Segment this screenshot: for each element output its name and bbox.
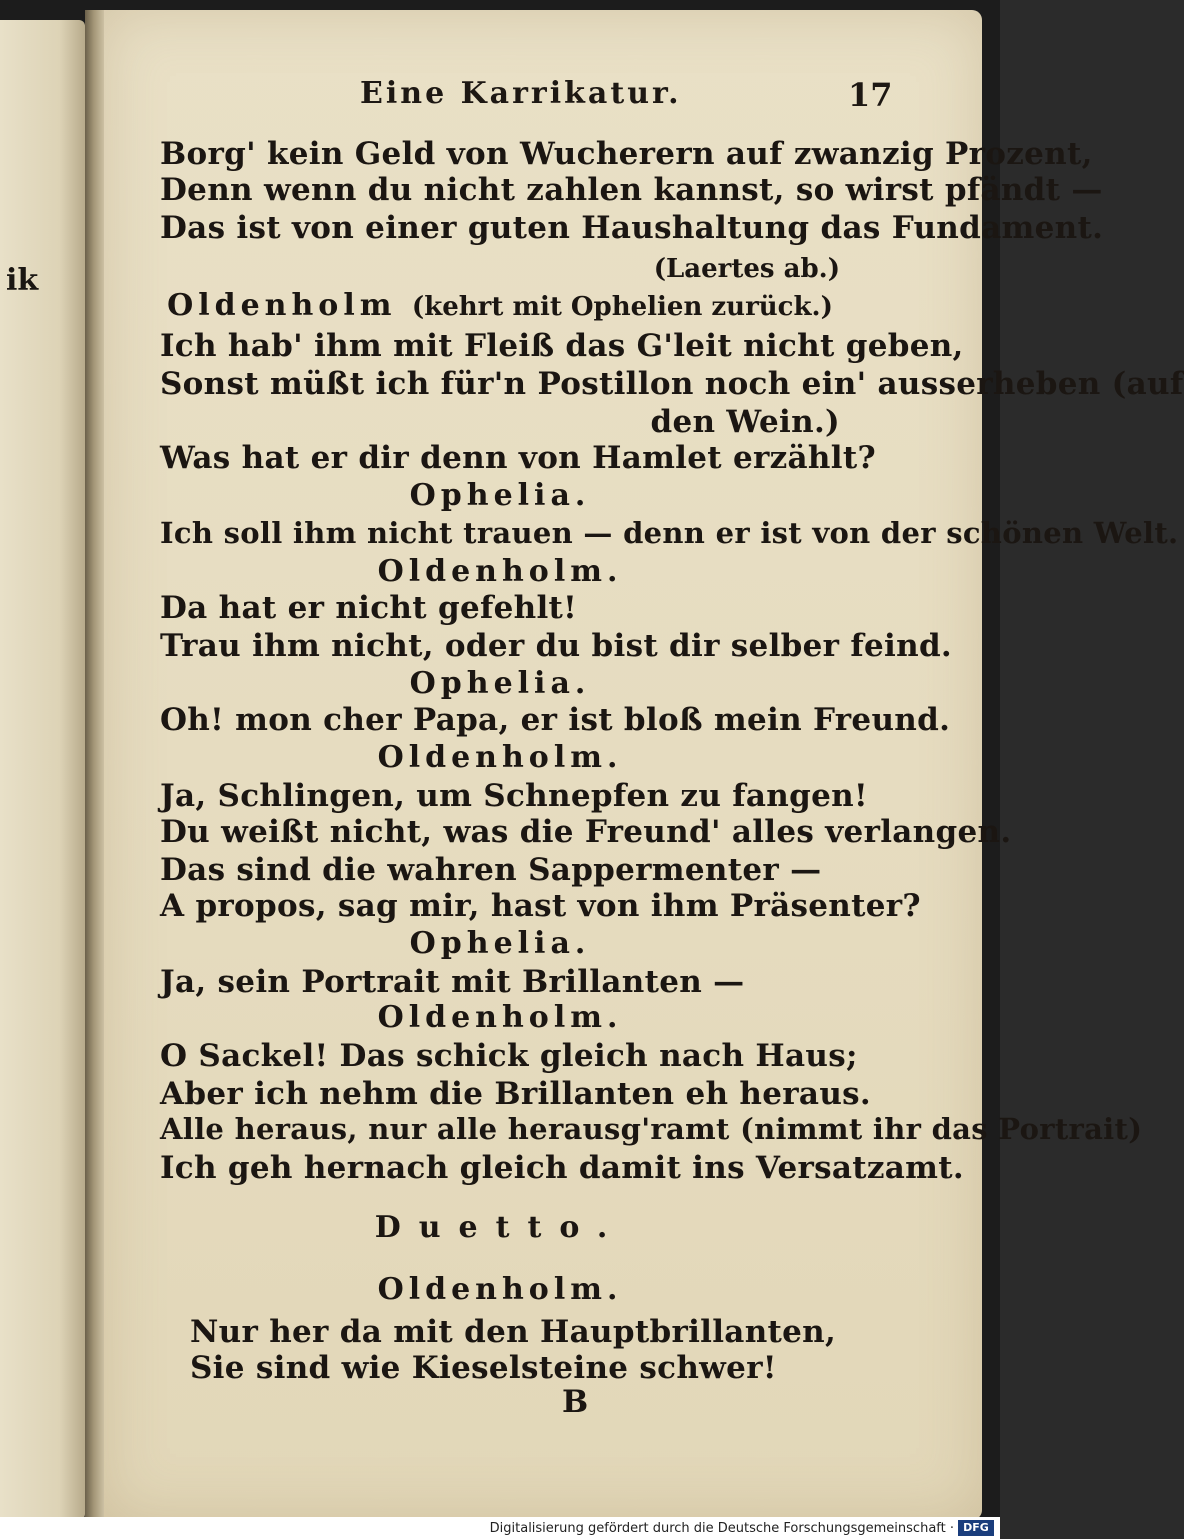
text-line: Nur her da mit den Hauptbrillanten, — [190, 1314, 837, 1350]
page-number: 17 — [848, 76, 893, 114]
speaker-line — [0, 288, 1000, 323]
speaker-name: Ophelia. — [409, 666, 591, 701]
footer-credit: Digitalisierung gefördert durch die Deutsche Forschungsgemeinschaft · — [489, 1521, 954, 1536]
text-line: O Sackel! Das schick gleich nach Haus; — [160, 1038, 858, 1074]
section-heading: Duetto. — [374, 1210, 626, 1245]
text-line: Ich hab' ihm mit Fleiß das G'leit nicht geben, — [160, 328, 964, 364]
text-line: Das sind die wahren Sappermenter — — [160, 852, 822, 888]
text-line: Ja, Schlingen, um Schnepfen zu fangen! — [160, 778, 868, 814]
speaker-name: Oldenholm. — [377, 740, 623, 775]
speaker-name: Oldenholm. — [377, 1272, 623, 1307]
stage-direction: (kehrt mit Ophelien zurück.) — [411, 292, 833, 322]
text-line: Ich soll ihm nicht trauen — denn er ist von der schönen Welt. — [160, 516, 1179, 550]
text-line: Oh! mon cher Papa, er ist bloß mein Freund. — [160, 702, 951, 738]
speaker-name: Oldenholm. — [377, 554, 623, 589]
dfg-logo-icon: DFG — [958, 1520, 994, 1536]
running-header: Eine Karrikatur. — [360, 76, 682, 111]
speaker-name: Ophelia. — [409, 926, 591, 961]
stage-direction: (Laertes ab.) — [653, 254, 840, 284]
text-line: Das ist von einer guten Haushaltung das Fundament. — [160, 210, 1104, 246]
text-line: Da hat er nicht gefehlt! — [160, 590, 578, 626]
text-line: Ich geh hernach gleich damit ins Versatzamt. — [160, 1150, 964, 1186]
text-line: A propos, sag mir, hast von ihm Präsenter? — [160, 888, 921, 924]
text-line: den Wein.) — [650, 404, 840, 440]
text-line: Was hat er dir denn von Hamlet erzählt? — [160, 440, 876, 476]
text-line: Trau ihm nicht, oder du bist dir selber feind. — [160, 628, 953, 664]
footer-bar — [0, 1517, 1000, 1539]
speaker-name: Oldenholm — [167, 288, 397, 323]
text-line: Alle heraus, nur alle herausg'ramt (nimmt ihr das Portrait) — [160, 1112, 1143, 1146]
speaker-name: Ophelia. — [409, 478, 591, 513]
text-line: Denn wenn du nicht zahlen kannst, so wirst pfändt — — [160, 172, 1103, 208]
text-line: Sie sind wie Kieselsteine schwer! — [190, 1350, 777, 1386]
left-page-fragment: ik — [6, 263, 39, 298]
speaker-name: Oldenholm. — [377, 1000, 623, 1035]
signature-mark: B — [562, 1384, 589, 1420]
text-line: Borg' kein Geld von Wucherern auf zwanzig Prozent, — [160, 136, 1093, 172]
text-line: Aber ich nehm die Brillanten eh heraus. — [160, 1076, 872, 1112]
text-line: Ja, sein Portrait mit Brillanten — — [160, 964, 745, 1000]
text-line: Sonst müßt ich für'n Postillon noch ein' ausserheben (auf — [160, 366, 1184, 402]
text-line: Du weißt nicht, was die Freund' alles verlangen. — [160, 814, 1012, 850]
